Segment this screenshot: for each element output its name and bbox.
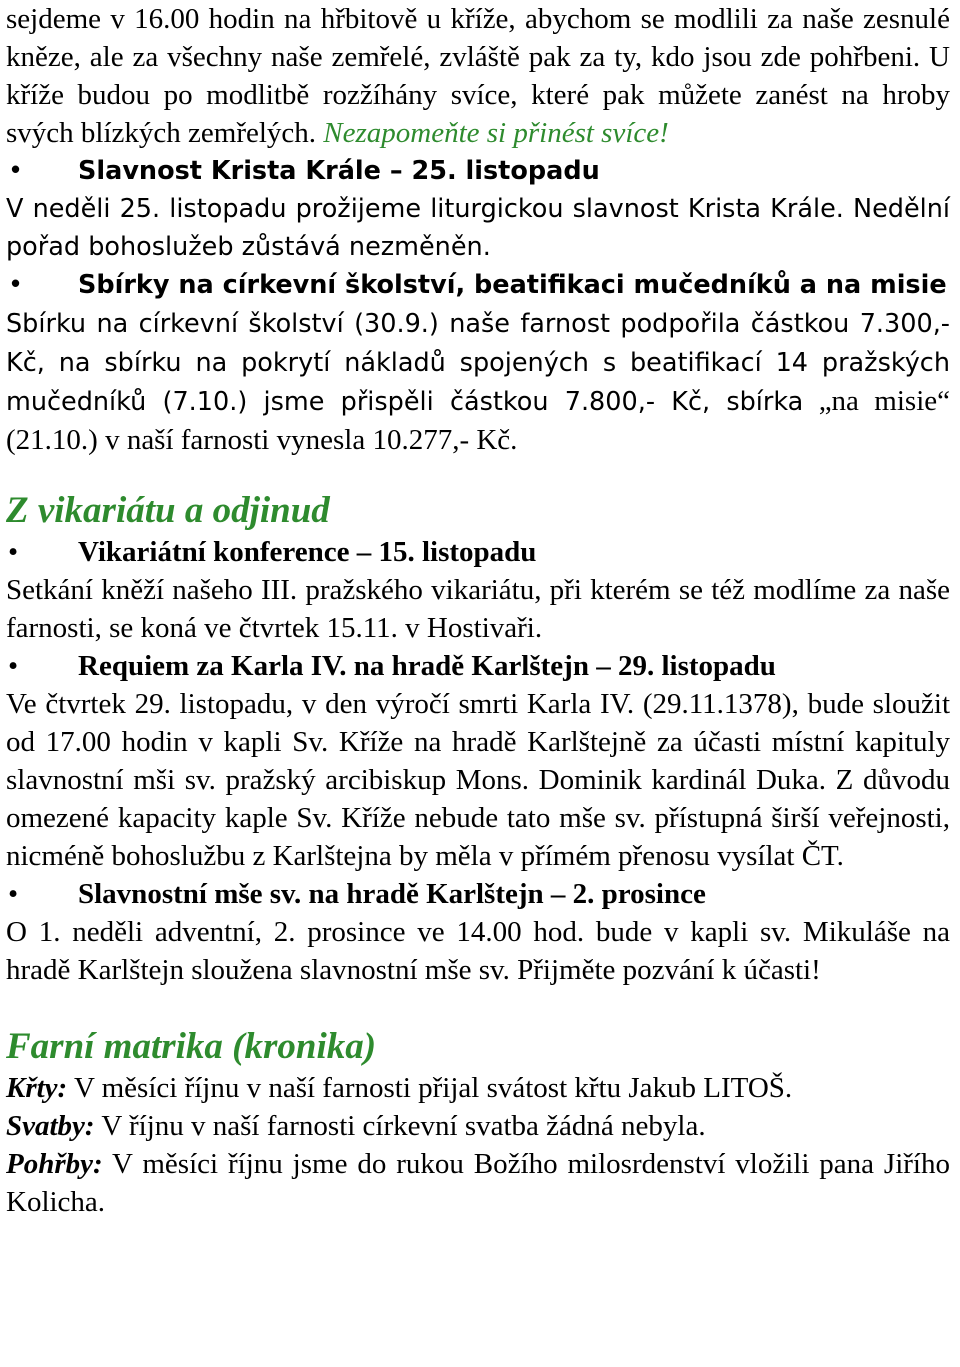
- bullet-icon: •: [8, 270, 24, 300]
- item-title-collections: • Sbírky na církevní školství, beatifikaci mučedníků a na misie: [6, 266, 950, 304]
- collections-text-serif: „na misie“ (21.10.) v naší farnosti vynesla 10.277,- Kč.: [6, 385, 950, 456]
- item-title-mass: • Slavnostní mše sv. na hradě Karlštejn – 2. prosince: [6, 875, 950, 913]
- bullet-icon: •: [8, 878, 19, 910]
- item-body-requiem: Ve čtvrtek 29. listopadu, v den výročí smrti Karla IV. (29.11.1378), bude sloužit od 17.00 hodin v kapli Sv. Kříže na hradě Karlštejně za účasti místní kapituly slavnostní mši sv. pražský arcibiskup Mons. Dominik kardinál Duka. Z důvodu omezené kapacity kaple Sv. Kříže nebude tato mše sv. přístupná širší veřejnosti, nicméně bohoslužbu z Karlštejna by měla v přímém přenosu vysílat ČT.: [6, 688, 950, 872]
- item-title-requiem: • Requiem za Karla IV. na hradě Karlštejn – 29. listopadu: [6, 647, 950, 685]
- spacer: [6, 989, 950, 1025]
- bullet-icon: •: [8, 536, 19, 568]
- item-body-mass: O 1. neděli adventní, 2. prosince ve 14.00 hod. bude v kapli sv. Mikuláše na hradě Karlštejn sloužena slavnostní mše sv. Přijměte pozvání k účasti!: [6, 916, 950, 986]
- section-heading-register: Farní matrika (kronika): [6, 1026, 377, 1067]
- register-entry-baptisms: Křty: V měsíci říjnu v naší farnosti přijal svátost křtu Jakub LITOŠ.: [6, 1072, 793, 1104]
- candle-reminder: Nezapomeňte si přinést svíce!: [323, 117, 669, 149]
- intro-text: sejdeme v 16.00 hodin na hřbitově u kříže, abychom se modlili za naše zesnulé kněze, ale za všechny naše zemřelé, zvláště pak za ty, kdo jsou zde pohřbeni. U kříže budou po modlitbě rozžíhány svíce, které pak můžete zanést na hroby svých blízkých zemřelých.: [6, 3, 950, 149]
- register-entry-funerals: Pohřby: V měsíci říjnu jsme do rukou Božího milosrdenství vložili pana Jiřího Kolicha.: [6, 1148, 950, 1218]
- bulletin-page: [6, 0, 950, 1221]
- intro-paragraph: [6, 0, 950, 152]
- item-body-conference: Setkání kněží našeho III. pražského vikariátu, při kterém se též modlíme za naše farnosti, se koná ve čtvrtek 15.11. v Hostivaři.: [6, 574, 950, 644]
- item-body-collections: [6, 304, 950, 459]
- register-label: Pohřby:: [6, 1148, 103, 1180]
- bullet-icon: •: [8, 156, 24, 186]
- register-label: Svatby:: [6, 1110, 95, 1142]
- spacer: [6, 459, 950, 489]
- item-title-conference: • Vikariátní konference – 15. listopadu: [6, 533, 950, 571]
- section-heading-vicariate: Z vikariátu a odjinud: [6, 490, 330, 531]
- item-body-christ-king: V neděli 25. listopadu prožijeme liturgickou slavnost Krista Krále. Nedělní pořad bohoslužeb zůstává nezměněn.: [6, 194, 950, 262]
- collections-text-sans: Sbírku na církevní školství (30.9.) naše farnost podpořila částkou 7.300,- Kč, na sbírku na pokrytí nákladů spojených s beatifikací 14 pražských mučedníků (7.10.) jsme přispěli částkou 7.800,- Kč, sbírka: [6, 309, 950, 417]
- register-label: Křty:: [6, 1072, 68, 1104]
- register-entry-weddings: Svatby: V říjnu v naší farnosti církevní svatba žádná nebyla.: [6, 1110, 706, 1142]
- bullet-icon: •: [8, 650, 19, 682]
- item-title-christ-king: • Slavnost Krista Krále – 25. listopadu: [6, 152, 950, 190]
